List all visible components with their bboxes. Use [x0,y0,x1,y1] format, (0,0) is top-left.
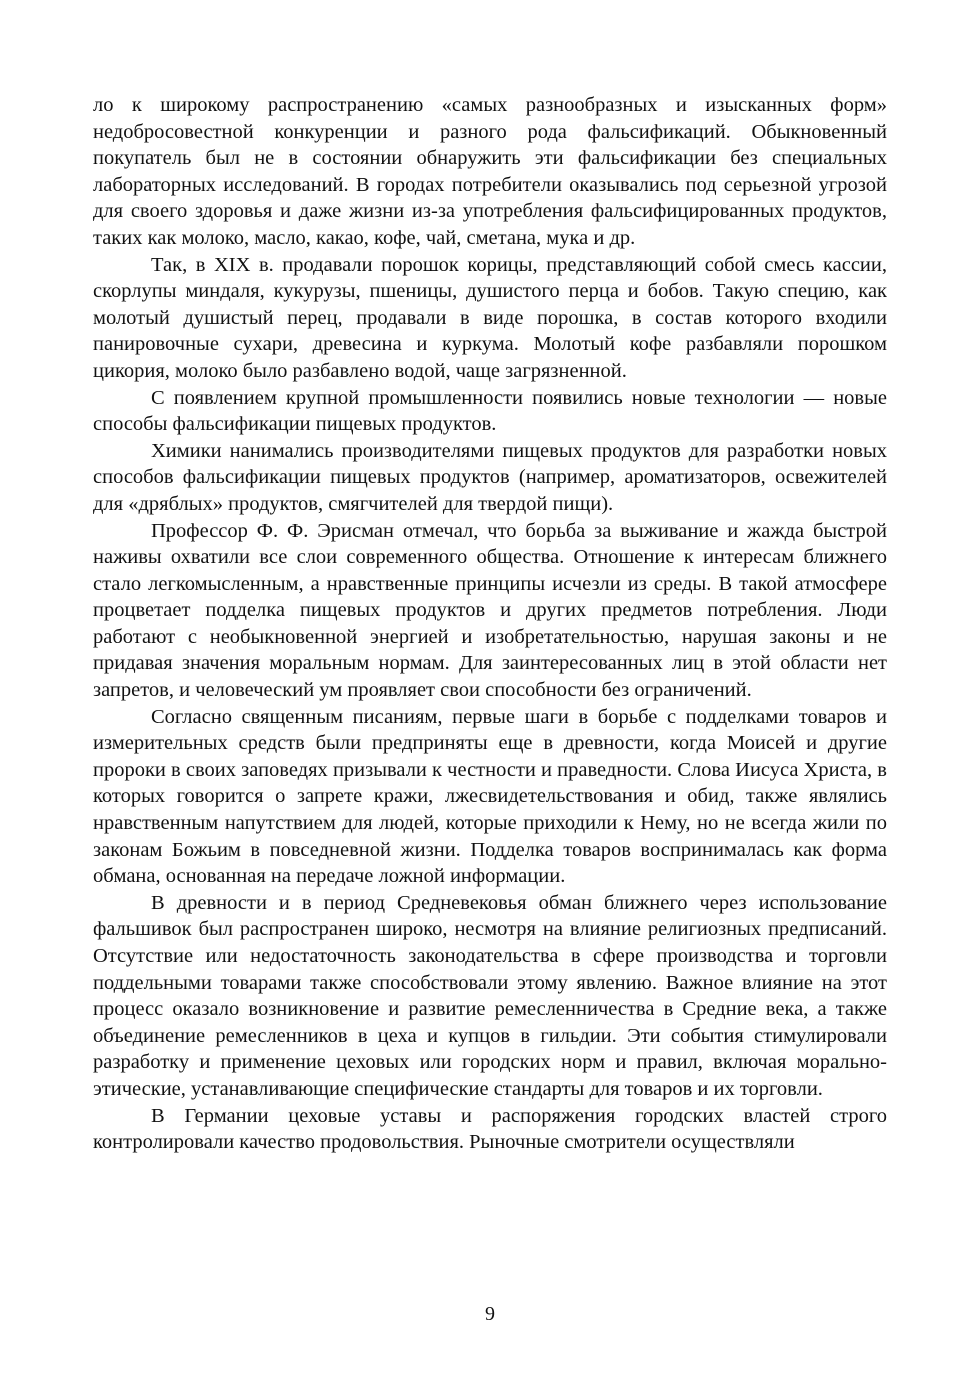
paragraph-2: Так, в XIX в. продавали порошок корицы, представляющий собой смесь кассии, скорлупы миндаля, кукурузы, пшеницы, душистого перца и бобов. Такую специю, как молотый душистый перец, продавали в виде порошка, в состав которого входили панировочные сухари, древесина и куркума. Молотый кофе разбавляли порошком цикория, молоко было разбавлено водой, чаще загрязненной. [93,253,887,382]
paragraph-3: С появлением крупной промышленности появились новые технологии — новые способы фальсификации пищевых продуктов. [93,386,887,436]
paragraph-8: В Германии цеховые уставы и распоряжения городских властей строго контролировали качество продовольствия. Рыночные смотрители осуществляли [93,1104,887,1154]
paragraph-1: ло к широкому распространению «самых разнообразных и изысканных форм» недобросовестной конкуренции и разного рода фальсификаций. Обыкновенный покупатель был не в состоянии обнаружить эти фальсификации без специальных лабораторных исследований. В городах потребители оказывались под серьезной угрозой для своего здоровья и даже жизни из-за употребления фальсифицированных продуктов, таких как молоко, масло, какао, кофе, чай, сметана, мука и др. [93,94,887,249]
paragraph-6: Согласно священным писаниям, первые шаги в борьбе с подделками товаров и измерительных средств были предприняты еще в древности, когда Моисей и другие пророки в своих заповедях призывали к честности и праведности. Слова Иисуса Христа, в которых говорится о запрете кражи, лжесвидетельствования и обид, также являлись нравственным напутствием для людей, которые приходили к Нему, но не всегда жили по законам Божьим в повседневной жизни. Подделка товаров воспринималась как форма обмана, основанная на передаче ложной информации. [93,705,887,888]
page-number: 9 [485,1303,495,1325]
page-body [93,92,887,1156]
paragraph-5: Профессор Ф. Ф. Эрисман отмечал, что борьба за выживание и жажда быстрой наживы охватили все слои современного общества. Отношение к интересам ближнего стало легкомысленным, а нравственные принципы исчезли из среды. В такой атмосфере процветает подделка пищевых продуктов и других предметов потребления. Люди работают с необыкновенной энергией и изобретательностью, нарушая законы и не придавая значения моральным нормам. Для заинтересованных лиц в этой области нет запретов, и человеческий ум проявляет свои способности без ограничений. [93,519,887,702]
paragraph-4: Химики нанимались производителями пищевых продуктов для разработки новых способов фальсификации пищевых продуктов (например, ароматизаторов, освежителей для «дряблых» продуктов, смягчителей для твердой пищи). [93,439,887,515]
paragraph-7: В древности и в период Средневековья обман ближнего через использование фальшивок был распространен широко, несмотря на влияние религиозных предписаний. Отсутствие или недостаточность законодательства в сфере производства и торговли поддельными товарами также способствовали этому явлению. Важное влияние на этот процесс оказало возникновение и развитие ремесленничества в Средние века, а также объединение ремесленников в цеха и купцов в гильдии. Эти события стимулировали разработку и применение цеховых или городских норм и правил, включая морально-этические, устанавливающие специфические стандарты для товаров и их торговли. [93,891,887,1100]
